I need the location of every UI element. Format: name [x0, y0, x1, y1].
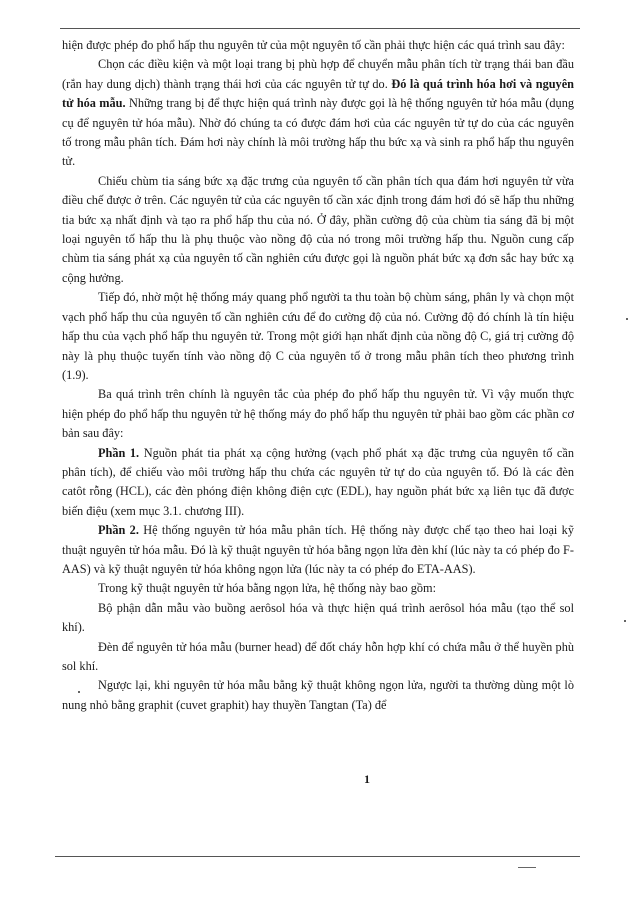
bold-text-run: Đó là quá trình hóa hơi và nguyên tử hóa mẫu.	[62, 76, 575, 111]
text-run: Những trang bị để thực hiện quá trình này được gọi là hệ thống nguyên tử hóa mẫu (dụng cụ để nguyên tử hóa mẫu). Nhờ đó chúng ta có được đám hơi của các nguyên tử tự do của các nguyên tố trong mẫu phân tích. Đám hơi này chính là môi trường hấp thu bức xạ và sinh ra phổ hấp thu nguyên tử.	[62, 96, 574, 169]
text-run: hiện được phép đo phổ hấp thu nguyên tử của một nguyên tố cần phải thực hiện các quá trình sau đây:	[62, 38, 565, 52]
paragraph	[62, 288, 574, 385]
paragraph	[62, 599, 574, 638]
body-text	[62, 36, 574, 715]
paragraph	[62, 385, 574, 443]
text-run: Chọn các điều kiện và một loại trang bị phù hợp để chuyển mẫu phân tích từ trạng thái ban đầu (rắn hay dung dịch) thành trạng thái hơi của các nguyên tử tự do.	[62, 57, 574, 91]
text-run: Hệ thống nguyên tử hóa mẫu phân tích. Hệ thống này được chế tạo theo hai loại kỹ thuật nguyên tử hóa mẫu. Đó là kỹ thuật nguyên tử hóa bằng ngọn lửa đèn khí (lúc này ta có phép đo F-AAS) và kỹ thuật nguyên tử hóa không ngọn lửa (lúc này ta có phép đo ETA-AAS).	[62, 523, 574, 576]
paragraph	[62, 676, 574, 715]
text-run: Bộ phận dẫn mẫu vào buồng aerôsol hóa và thực hiện quá trình aerôsol hóa mẫu (tạo thể sol khí).	[62, 600, 574, 635]
footer-mark	[518, 867, 536, 868]
section-label: Phần 2.	[98, 523, 139, 538]
paragraph	[62, 172, 574, 288]
scan-speck	[626, 318, 628, 320]
scan-speck	[624, 620, 626, 622]
text-run: Đèn để nguyên tử hóa mẫu (burner head) để đốt cháy hỗn hợp khí có chứa mẫu ở thể huyền phù sol khí.	[62, 639, 574, 673]
paragraph	[62, 579, 574, 598]
text-run: Tiếp đó, nhờ một hệ thống máy quang phổ người ta thu toàn bộ chùm sáng, phân ly và chọn một vạch phổ hấp thu của nguyên tố cần nghiên cứu để đo cường độ của nó. Cường độ đó chính là tín hiệu hấp thu của vạch phổ hấp thu nguyên tử. Trong một giới hạn nhất định của nồng độ C, giá trị cường độ này là phụ thuộc tuyến tính vào nồng độ C của nguyên tố ở trong mẫu phân tích theo phương trình (1.9).	[62, 290, 574, 382]
text-run: Ba quá trình trên chính là nguyên tắc của phép đo phổ hấp thu nguyên tử. Vì vậy muốn thực hiện phép đo phổ hấp thu nguyên tử hệ thống máy đo phổ hấp thu nguyên tử phải bao gồm các phần cơ bản sau đây:	[62, 387, 574, 441]
page-number: 1	[364, 772, 370, 786]
text-run: Ngược lại, khi nguyên tử hóa mẫu bằng kỹ thuật không ngọn lửa, người ta thường dùng một lò nung nhỏ bằng graphit (cuvet graphit) hay thuyền Tangtan (Ta) để	[62, 678, 574, 712]
paragraph	[62, 444, 574, 522]
paragraph	[62, 55, 574, 171]
paragraph	[62, 521, 574, 579]
scan-speck	[78, 691, 80, 693]
text-run: Nguồn phát tia phát xạ cộng hưởng (vạch phổ phát xạ đặc trưng của nguyên tố cần phân tích), để chiếu vào môi trường hấp thu chứa các nguyên tử tự do của nguyên tố. Đó là các đèn catôt rỗng (HCL), các đèn phóng điện không điện cực (EDL), hay nguồn phát bức xạ liên tục đã được biến điệu (xem mục 3.1. chương III).	[62, 445, 574, 518]
footer-rule	[55, 856, 580, 857]
paragraph	[62, 638, 574, 677]
section-label: Phần 1.	[98, 445, 140, 460]
paragraph	[62, 36, 574, 55]
text-run: Trong kỹ thuật nguyên tử hóa bằng ngọn lửa, hệ thống này bao gồm:	[98, 581, 437, 596]
text-run: Chiếu chùm tia sáng bức xạ đặc trưng của nguyên tố cần phân tích qua đám hơi nguyên tử vừa điều chế được ở trên. Các nguyên tử của các nguyên tố cần xác định trong đám hơi đó sẽ hấp thu những tia bức xạ nhất định và tạo ra phổ hấp thu của nó. Ở đây, phần cường độ của chùm tia sáng đã bị một loại nguyên tố hấp thu là phụ thuộc vào nồng độ của nó trong môi trường hấp thu. Nguồn cung cấp chùm tia sáng phát xạ của nguyên tố cần nghiên cứu được gọi là nguồn phát bức xạ đơn sắc hay bức xạ cộng hưởng.	[62, 173, 574, 285]
header-rule	[60, 28, 580, 29]
